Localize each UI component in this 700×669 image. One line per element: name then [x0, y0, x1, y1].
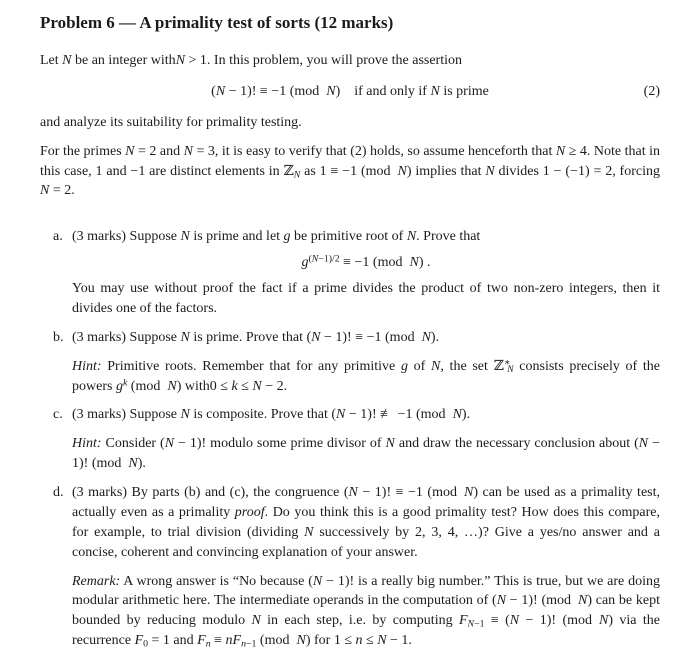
part-d-text: (3 marks) By parts (b) and (c), the congruence (N − 1)! ≡ −1 (mod N) can be used as a primality test, actually even as a primality proof. Do you think this is a good primality test? How does this compare, for example, to trial division (dividing N successively by 2, 3, 4, …)? Give a yes/no answer and a concise, coherent and convincing explanation of your answer.	[72, 485, 660, 560]
part-b-label: b.	[53, 329, 64, 345]
problem-title: Problem 6 — A primality test of sorts (12 marks)	[40, 13, 394, 32]
part-c-body	[72, 405, 660, 474]
intro-paragraph: Let N be an integer withN > 1. In this problem, you will prove the assertion	[40, 53, 462, 69]
part-d-body	[72, 483, 660, 651]
part-b-text: (3 marks) Suppose N is prime. Prove that (N − 1)! ≡ −1 (mod N).	[72, 329, 440, 345]
equation-2-number: (2)	[643, 83, 660, 99]
spacer	[40, 201, 660, 218]
part-a-label: a.	[53, 229, 63, 245]
setup-paragraph: For the primes N = 2 and N = 3, it is easy to verify that (2) holds, so assume henceforth that N ≥ 4. Note that in this case, 1 and −1 are distinct elements in ℤ$_N$ as 1 ≡ −1 (mod N) implies that N divides 1 − (−1) = 2, forcing N = 2.	[40, 143, 661, 199]
equation-2-body: (N − 1)! ≡ −1 (mod N) if and only if N is prime	[211, 83, 489, 99]
part-d-label: d.	[53, 485, 64, 501]
part-d-remark: Remark: A wrong answer is “No because (N − 1)! is a really big number.” This is true, but we are doing modular arithmetic here. The intermediate operands in the computation of (N − 1)! (mod N) can be kept bounded by reducing modulo N in each step, i.e. by computing $F_{N-1} \equiv (N - 1)$! (mod N) via the recurrence $F_0 = 1$ and $F_n \equiv nF_{n-1}$ (mod N) for 1 ≤ n ≤ N − 1.	[72, 573, 660, 650]
part-b-body	[72, 328, 660, 397]
part-a-body	[72, 227, 660, 319]
display-equation-2	[40, 82, 660, 102]
part-a-text: (3 marks) Suppose N is prime and let g be primitive root of N. Prove that	[72, 229, 481, 245]
part-c-hint: Hint: Consider (N − 1)! modulo some prime divisor of N and draw the necessary conclusion about (N − 1)! (mod N).	[72, 436, 661, 472]
problem-part-c	[40, 405, 660, 474]
part-a-equation: $g^{(N-1)/2} \equiv -1$ (mod N) .	[301, 253, 431, 271]
part-c-text: (3 marks) Suppose N is composite. Prove that (N − 1)! ≢ −1 (mod N).	[72, 407, 471, 423]
part-a-note: You may use without proof the fact if a prime divides the product of two non-zero integers, then it divides one of the factors.	[72, 281, 660, 316]
part-c-label: c.	[53, 407, 63, 423]
after-equation-paragraph: and analyze its suitability for primality testing.	[40, 114, 302, 130]
problem-part-d	[40, 483, 660, 651]
part-b-hint: Hint: Primitive roots. Remember that for any primitive g of N, the set ℤ∗$_N$ consists precisely of the powers $g^k$ (mod N) with0 ≤ k ≤ N − 2.	[72, 357, 661, 394]
problem-part-b	[40, 328, 660, 397]
problem-part-a	[40, 227, 660, 319]
